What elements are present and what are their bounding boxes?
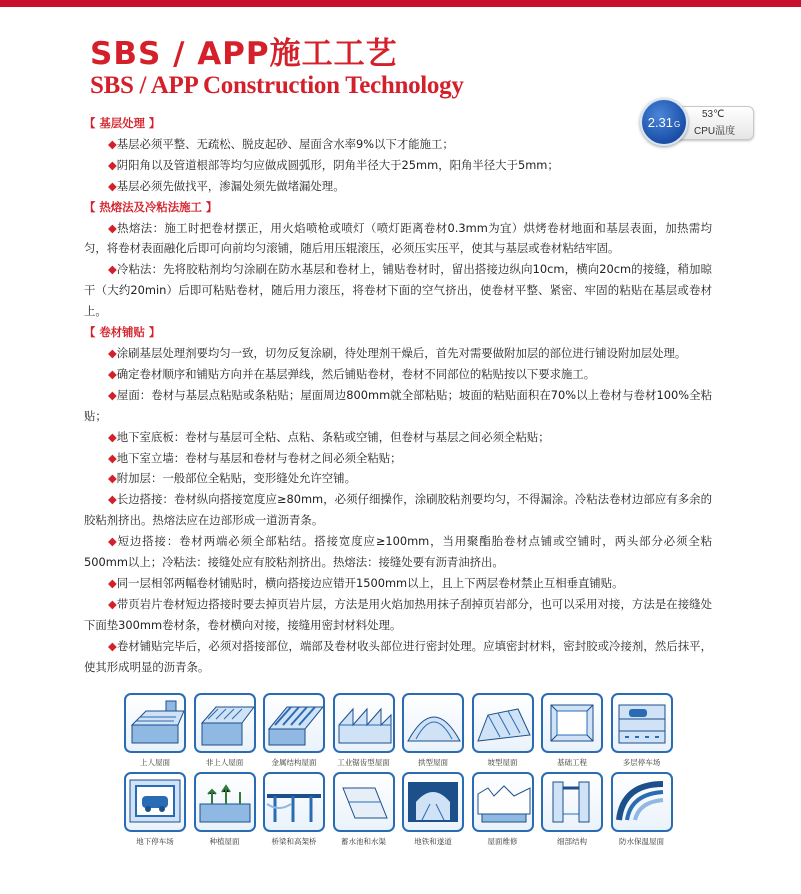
application-tile: [194, 772, 260, 847]
item-text: 基层必须先做找平，渗漏处须先做堵漏处理。: [116, 178, 345, 193]
section-item: [84, 531, 712, 573]
diamond-bullet-icon: ◆: [108, 471, 117, 486]
diamond-bullet-icon: ◆: [108, 638, 117, 653]
roof-garden-icon: [124, 693, 186, 753]
section-item: [84, 468, 712, 489]
application-tile: [402, 693, 468, 768]
application-label: 多层停车场: [622, 758, 661, 767]
section-item: [84, 489, 712, 531]
item-text: 附加层：一般部位全粘贴，变形缝处允许空铺。: [116, 471, 356, 486]
diamond-bullet-icon: ◆: [108, 575, 117, 590]
application-tile: [263, 772, 329, 847]
item-text: 涂刷基层处理剂要均匀一致，切勿反复涂刷，待处理剂干燥后，首先对需要做附加层的部位进行铺设附加层处理。: [116, 345, 687, 360]
metal-roof-icon: [263, 693, 325, 753]
section-item: [84, 364, 712, 385]
section-item: [84, 427, 712, 448]
item-text: 基层必须平整、无疏松、脱皮起砂、屋面含水率9%以下才能施工；: [116, 136, 454, 151]
section-item: [84, 343, 712, 364]
section-item: [84, 134, 712, 155]
cpu-frequency-value: 2.31: [647, 114, 674, 130]
application-label: 蓄水池和水渠: [341, 837, 386, 846]
application-label: 工业锯齿型屋面: [337, 758, 390, 767]
diamond-bullet-icon: ◆: [108, 450, 117, 465]
item-text: 地下室立墙：卷材与基层和卷材与卷材之间必须全粘贴；: [116, 450, 402, 465]
roof-repair-icon: [472, 772, 534, 832]
application-tile: [472, 693, 538, 768]
application-label: 细部结构: [557, 837, 587, 846]
section-item: [84, 218, 712, 260]
diamond-bullet-icon: ◆: [108, 429, 117, 444]
application-tile: [333, 772, 399, 847]
diamond-bullet-icon: ◆: [108, 262, 117, 277]
section-item: [84, 385, 712, 427]
section-item: [84, 594, 712, 636]
application-label: 地下停车场: [136, 837, 174, 846]
tunnel-icon: [402, 772, 464, 832]
section-heading: 【 热熔法及冷粘法施工 】: [84, 199, 218, 214]
item-text: 长边搭接：卷材纵向搭接宽度应≥80mm，必须仔细操作，涂刷胶粘剂要均匀，不得漏涂。冷粘法卷材边部应有多余的胶粘剂挤出。热熔法应在边部形成一道沥青条。: [84, 492, 712, 528]
foundation-icon: [541, 693, 603, 753]
application-label: 种植屋面: [209, 837, 240, 846]
diamond-bullet-icon: ◆: [108, 596, 117, 611]
application-tile: [611, 772, 677, 847]
top-accent-bar: [0, 0, 801, 7]
application-label: 屋面维修: [487, 837, 518, 846]
application-tile: [541, 772, 607, 847]
application-label: 基础工程: [557, 758, 587, 767]
item-text: 冷粘法：先将胶粘剂均匀涂刷在防水基层和卷材上，铺贴卷材时，留出搭接边纵向10cm，横向20cm的接缝，稍加晾干（大约20min）后即可粘贴卷材，随后用力滚压，将卷材下面的空气挤出，使卷材平整、紧密、牢固的粘贴在基层或卷材上。: [84, 262, 712, 319]
application-tile: [541, 693, 607, 768]
diamond-bullet-icon: ◆: [108, 136, 117, 151]
cpu-temperature: 53℃: [702, 109, 725, 120]
item-text: 屋面：卷材与基层点粘贴或条粘贴；屋面周边800mm就全部粘贴；坡面的粘贴面积在70%以上卷材与卷材100%全粘贴；: [84, 387, 712, 423]
cpu-temperature-label: CPU温度: [694, 126, 736, 137]
item-text: 短边搭接：卷材两端必须全部粘结。搭接宽度应≥100mm，当用聚酯胎卷材点铺或空铺时，两头部分必须全粘500mm以上；冷粘法：接缝处应有胶粘剂挤出。热熔法：接缝处要有沥青油挤出。: [84, 534, 713, 570]
item-text: 确定卷材顺序和铺贴方向并在基层弹线，然后铺贴卷材，卷材不同部位的粘贴按以下要求施工。: [116, 366, 596, 381]
section-item: [84, 448, 712, 469]
diamond-bullet-icon: ◆: [108, 157, 117, 172]
application-tile: [611, 693, 677, 768]
cpu-frequency-unit: G: [674, 119, 681, 129]
application-label: 金属结构屋面: [271, 758, 317, 767]
diamond-bullet-icon: ◆: [108, 387, 117, 402]
construction-text-body: [84, 113, 712, 677]
arch-roof-icon: [402, 693, 464, 753]
section-item: [84, 155, 712, 176]
planted-roof-icon: [194, 772, 256, 832]
insulated-roof-icon: [611, 772, 673, 832]
diamond-bullet-icon: ◆: [108, 492, 117, 507]
sawtooth-roof-icon: [333, 693, 395, 753]
section-item: [84, 636, 712, 678]
slope-roof-icon: [472, 693, 534, 753]
flat-roof-icon: [194, 693, 256, 753]
item-text: 地下室底板：卷材与基层可全粘、点粘、条粘或空铺，但卷材与基层之间必须全粘贴；: [116, 429, 550, 444]
application-label: 非上人屋面: [205, 758, 244, 767]
section-item: [84, 259, 712, 322]
item-text: 同一层相邻两幅卷材铺贴时，横向搭接边应错开1500mm以上，且上下两层卷材禁止互相垂直铺贴。: [116, 575, 624, 590]
application-tile: [402, 772, 468, 847]
diamond-bullet-icon: ◆: [108, 220, 118, 235]
section-item: [84, 176, 712, 197]
application-tile: [333, 693, 399, 768]
application-label: 地铁和遂道: [414, 837, 452, 846]
item-text: 卷材铺贴完毕后，必须对搭接部位，端部及卷材收头部位进行密封处理。应填密封材料，密封胶或冷接剂，然后抹平，使其形成明显的沥青条。: [84, 638, 712, 674]
diamond-bullet-icon: ◆: [108, 345, 117, 360]
application-tile: [124, 693, 190, 768]
reservoir-icon: [333, 772, 395, 832]
application-label: 桥梁和高架桥: [271, 837, 317, 846]
bridge-icon: [263, 772, 325, 832]
application-label: 坡型屋面: [487, 758, 518, 767]
parking-deck-icon: [611, 693, 673, 753]
diamond-bullet-icon: ◆: [108, 366, 117, 381]
application-tile: [194, 693, 260, 768]
application-tile: [472, 772, 538, 847]
page-title-cn: SBS / APP施工工艺: [90, 36, 398, 72]
diamond-bullet-icon: ◆: [108, 534, 118, 549]
diamond-bullet-icon: ◆: [108, 178, 117, 193]
section-heading: 【 卷材铺贴 】: [84, 325, 161, 340]
item-text: 热熔法：施工时把卷材摆正，用火焰喷枪或喷灯（喷灯距离卷材0.3mm为宜）烘烤卷材地面和基层表面，加热需均匀，将卷材表面融化后即可向前均匀滚铺，随后用压辊滚压，必须压实压平，使其与基层或卷材粘结牢固。: [84, 220, 712, 256]
detail-structure-icon: [541, 772, 603, 832]
application-label: 上人屋面: [140, 758, 170, 767]
section-item: [84, 573, 712, 594]
item-text: 带页岩片卷材短边搭接时要去掉页岩片层，方法是用火焰加热用抹子刮掉页岩部分，也可以采用对接，方法是在接缝处下面垫300mm卷材条，卷材横向对接，接缝用密封材料处理。: [84, 596, 712, 632]
section-heading: 【 基层处理 】: [84, 116, 161, 130]
underground-parking-icon: [124, 772, 186, 832]
application-label: 拱型屋面: [418, 758, 448, 767]
page-title-en: SBS / APP Construction Technology: [90, 72, 464, 99]
application-tile: [124, 772, 190, 847]
item-text: 阴阳角以及管道根部等均匀应做成圆弧形，阴角半径大于25mm，阳角半径大于5mm；: [116, 157, 559, 172]
application-label: 防水保温屋面: [619, 837, 664, 846]
application-tile: [263, 693, 329, 768]
